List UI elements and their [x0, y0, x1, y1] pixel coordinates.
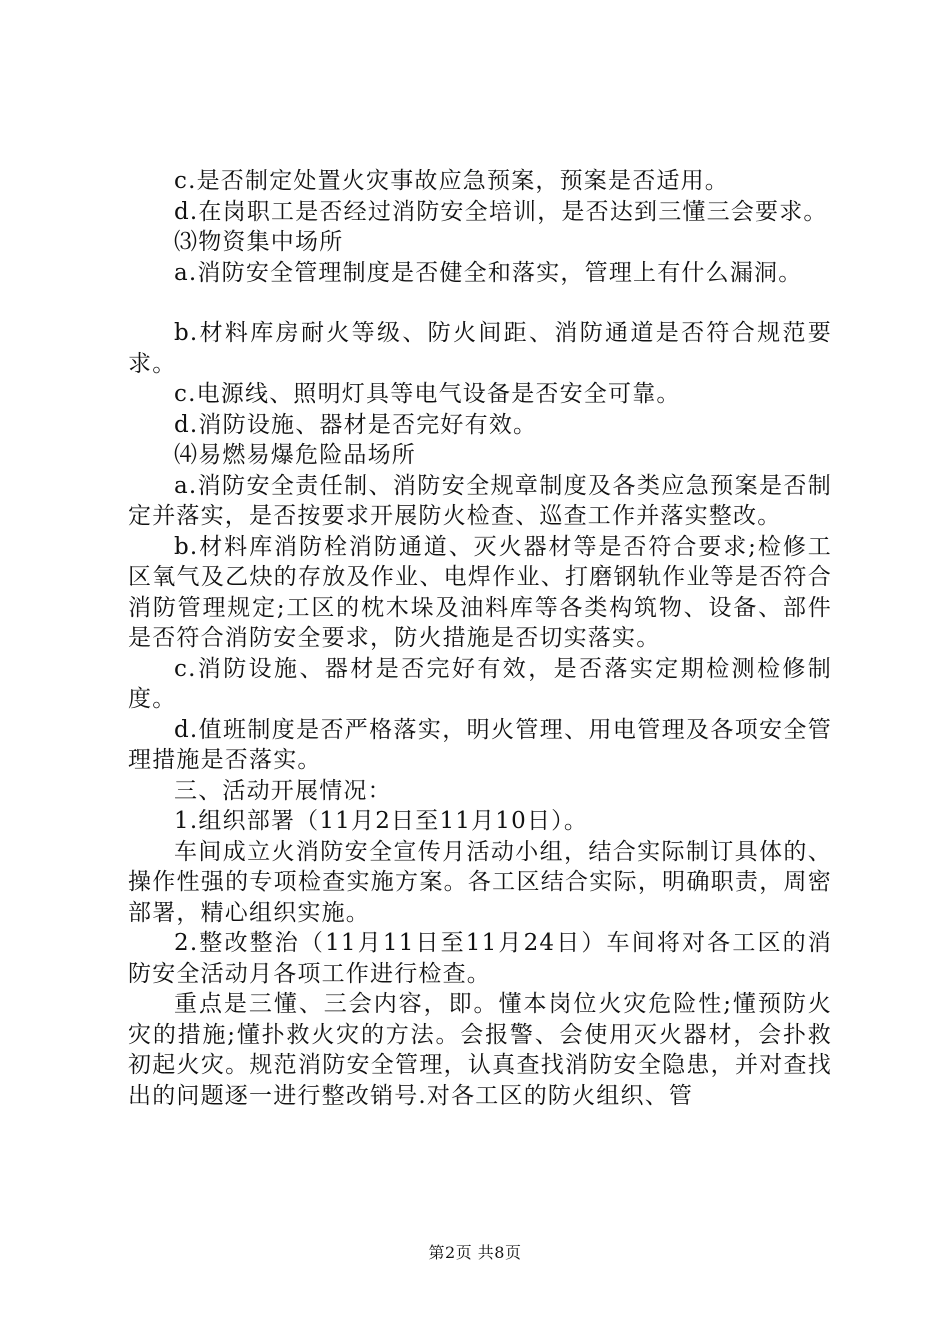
section-heading-activity-status: 三、活动开展情况： [174, 777, 392, 804]
page-number-footer: 第2页 共8页 [428, 1243, 522, 1262]
paragraph-organization-deployment: 1.组织部署（11月2日至11月10日）。 [174, 808, 589, 834]
paragraph-item-c-emergency-plan: c.是否制定处置火灾事故应急预案，预案是否适用。 [174, 168, 729, 194]
paragraph-workshop-group: 车间成立火消防安全宣传月活动小组，结合实际制订具体的、操作性强的专项检查实施方案。各工区结合实际，明确职责，周密部署，精心组织实施。 [128, 838, 832, 926]
section-heading-hazardous-sites: ⑷易燃易爆危险品场所 [174, 442, 416, 468]
paragraph-item-d-duty-system: d.值班制度是否严格落实，明火管理、用电管理及各项安全管理措施是否落实。 [128, 716, 832, 773]
paragraph-item-b-warehouse-fire-rating: b.材料库房耐火等级、防火间距、消防通道是否符合规范要求。 [128, 320, 832, 377]
paragraph-item-c-inspection: c.消防设施、器材是否完好有效，是否落实定期检测检修制度。 [128, 655, 832, 712]
document-body [128, 166, 832, 1111]
section-heading-material-sites: ⑶物资集中场所 [174, 229, 344, 255]
paragraph-item-c-electrical: c.电源线、照明灯具等电气设备是否安全可靠。 [174, 381, 681, 407]
paragraph-key-points: 重点是三懂、三会内容，即。懂本岗位火灾危险性;懂预防火灾的措施;懂扑救火灾的方法。会报警、会使用灭火器材，会扑救初起火灾。规范消防安全管理，认真查找消防安全隐患，并对查找出的问题逐一进行整改销号.对各工区的防火组织、管 [128, 991, 832, 1109]
paragraph-rectification: 2.整改整治（11月11日至11月24日）车间将对各工区的消防安全活动月各项工作进行检查。 [128, 930, 832, 987]
paragraph-item-d-staff-training: d.在岗职工是否经过消防安全培训，是否达到三懂三会要求。 [174, 198, 828, 225]
paragraph-item-a-responsibility: a.消防安全责任制、消防安全规章制度及各类应急预案是否制定并落实，是否按要求开展防火检查、巡查工作并落实整改。 [128, 472, 832, 529]
paragraph-item-d-equipment: d.消防设施、器材是否完好有效。 [174, 411, 538, 438]
paragraph-item-a-management-system: a.消防安全管理制度是否健全和落实，管理上有什么漏洞。 [174, 259, 803, 286]
paragraph-item-b-hydrants-welding: b.材料库消防栓消防通道、灭火器材等是否符合要求;检修工区氧气及乙炔的存放及作业、电焊作业、打磨钢轨作业等是否符合消防管理规定;工区的枕木垛及油料库等各类构筑物、设备、部件是否符合消防安全要求，防火措施是否切实落实。 [128, 533, 832, 651]
